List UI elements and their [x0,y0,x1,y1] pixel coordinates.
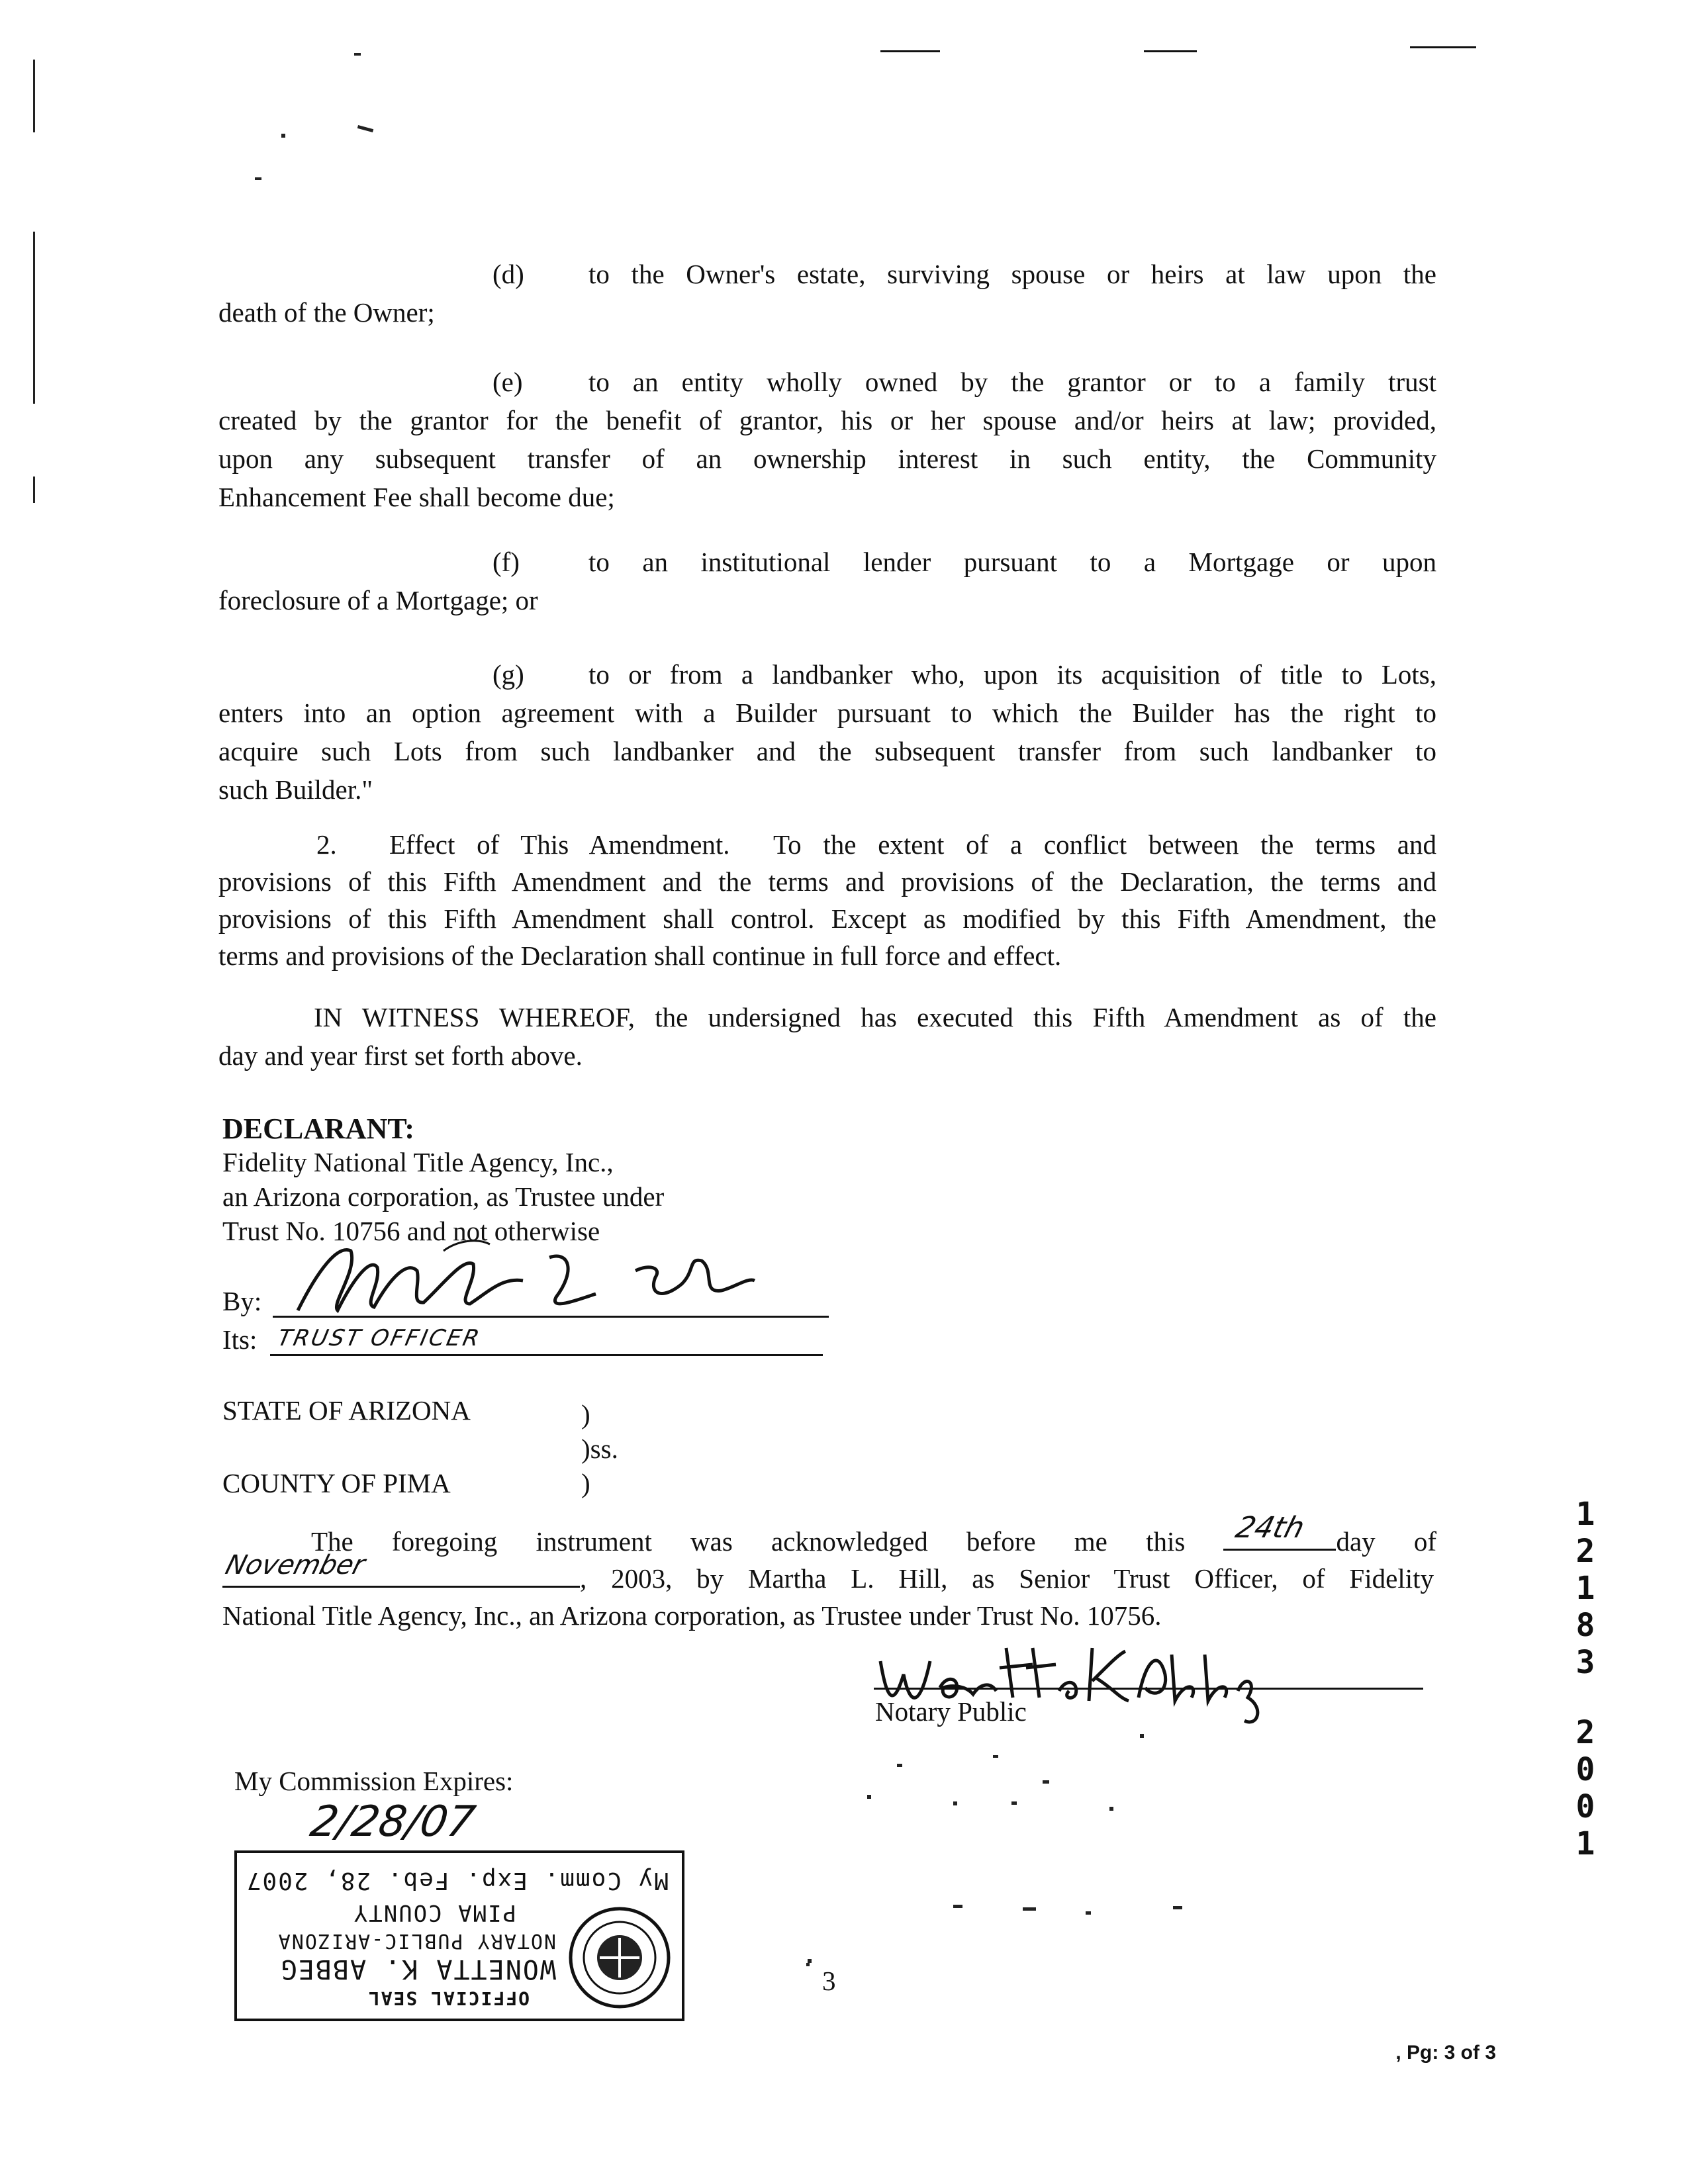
top-rule-2 [1144,50,1197,52]
seal-line: NOTARY PUBLIC-ARIZONA [277,1929,556,1952]
venue-paren: ) [581,1399,590,1430]
recording-digit: 1 [1575,1825,1595,1862]
ack-month-blank [222,1550,580,1588]
seal-line: PIMA COUNTY [352,1899,516,1926]
seal-emblem [567,1905,673,2011]
declarant-line: Trust No. 10756 and not otherwise [222,1216,600,1246]
recording-digit: 2 [1575,1714,1595,1751]
item-e [218,363,1436,516]
ack-month-handwritten: November [222,1550,369,1580]
item-text: upon any subsequent transfer of an ownership interest in such entity, the Community [218,443,1436,474]
recording-number [1566,1496,1605,1862]
item-text: to an institutional lender pursuant to a Mortgage or upon [588,547,1436,577]
scan-speck [1109,1807,1113,1811]
item-text: created by the grantor for the benefit of grantor, his or her spouse and/or heirs at law; provided, [218,405,1436,435]
seal-line: OFFICIAL SEAL [367,1987,530,2009]
recording-digit: 0 [1575,1751,1595,1788]
its-label: Its: [222,1324,258,1355]
ack-line-3: National Title Agency, Inc., an Arizona corporation, as Trustee under Trust No. 10756. [222,1600,1162,1631]
notary-public-label: Notary Public [875,1696,1027,1727]
page-number: 3 [822,1966,836,1996]
venue-state: STATE OF ARIZONA [222,1395,471,1426]
scan-speck [1043,1780,1049,1784]
section-text: provisions of this Fifth Amendment and the terms and provisions of the Declaration, the terms and [218,866,1436,897]
item-text: foreclosure of a Mortgage; or [218,585,538,615]
declarant-label: DECLARANT: [222,1113,415,1145]
section-effect-of-amendment [218,826,1436,974]
recording-digit: 0 [1575,1788,1595,1825]
venue-paren: ) [581,1468,590,1498]
scan-speck [255,177,261,180]
commission-label: My Commission Expires: [234,1766,514,1796]
commission-date-handwritten: 2/28/07 [306,1797,479,1846]
item-text: to or from a landbanker who, upon its acquisition of title to Lots, [588,659,1436,690]
section-text: provisions of this Fifth Amendment shall control. Except as modified by this Fifth Amendment, the [218,903,1436,934]
scan-speck [806,1963,810,1966]
recording-digit: 8 [1575,1607,1595,1644]
item-text: to the Owner's estate, surviving spouse or heirs at law upon the [588,259,1436,289]
ack-day-handwritten: 24th [1232,1511,1309,1545]
margin-mark [33,477,35,503]
scan-speck [897,1764,902,1767]
recording-digit: 1 [1575,1496,1595,1533]
margin-mark [33,232,35,404]
scan-speck [1086,1911,1091,1915]
section-number: 2. [316,829,337,860]
ack-day-blank [1223,1511,1336,1551]
item-d [218,255,1436,332]
witness-text: IN WITNESS WHEREOF, the undersigned has executed this Fifth Amendment as of the [314,1002,1436,1032]
item-text: to an entity wholly owned by the grantor or to a family trust [588,367,1436,397]
scan-speck [953,1905,962,1908]
scan-speck [1173,1906,1182,1909]
item-f [218,543,1436,619]
ack-line-1 [311,1511,1436,1562]
venue-county: COUNTY OF PIMA [222,1468,451,1498]
recording-digit: 2 [1575,1533,1595,1570]
scan-speck [357,125,373,132]
item-text: death of the Owner; [218,297,435,328]
margin-mark [33,60,35,132]
trustee-signature [291,1231,768,1324]
page-count-footer: , Pg: 3 of 3 [1395,2042,1496,2064]
item-marker: (e) [492,367,523,397]
item-marker: (f) [492,547,520,577]
section-text: terms and provisions of the Declaration shall continue in full force and effect. [218,940,1062,971]
its-handwritten-value: TRUST OFFICER [275,1325,484,1351]
ack-text: The foregoing instrument was acknowledged before me this [311,1526,1186,1557]
seal-line: My Comm. Exp. Feb. 28, 2007 [245,1867,669,1894]
by-label: By: [222,1286,262,1316]
recording-digit: 3 [1575,1644,1595,1681]
scan-speck [1140,1734,1144,1738]
witness-clause [218,998,1436,1075]
venue-ss: )ss. [581,1433,618,1464]
declarant-line: Fidelity National Title Agency, Inc., [222,1147,614,1177]
scan-speck [953,1801,957,1805]
its-line [270,1354,823,1356]
witness-text: day and year first set forth above. [218,1040,583,1071]
seal-line: WONETTA K. ABBEG [279,1954,556,1984]
ack-line-2 [222,1550,1436,1599]
item-text: such Builder." [218,774,373,805]
section-heading: Effect of This Amendment. [389,829,730,860]
declarant-line: an Arizona corporation, as Trustee under [222,1181,665,1212]
ack-text: day of [1336,1526,1436,1557]
recording-digit: 1 [1575,1570,1595,1607]
scan-speck [993,1755,998,1758]
scan-speck [354,53,361,56]
section-text: To the extent of a conflict between the terms and [773,829,1436,860]
item-text: enters into an option agreement with a Builder pursuant to which the Builder has the right to [218,698,1436,728]
item-marker: (g) [492,659,524,690]
item-text: acquire such Lots from such landbanker and the subsequent transfer from such landbanker to [218,736,1436,766]
scan-speck [1011,1801,1017,1805]
item-marker: (d) [492,259,524,289]
top-rule-3 [1410,46,1476,48]
top-rule-1 [880,50,940,52]
scan-speck [1023,1907,1036,1911]
item-text: Enhancement Fee shall become due; [218,482,615,512]
notary-seal [234,1850,684,2021]
scan-speck [281,134,285,138]
ack-text: , 2003, by Martha L. Hill, as Senior Trust Officer, of Fidelity [580,1563,1434,1594]
item-g [218,655,1436,809]
scan-speck [867,1795,871,1799]
